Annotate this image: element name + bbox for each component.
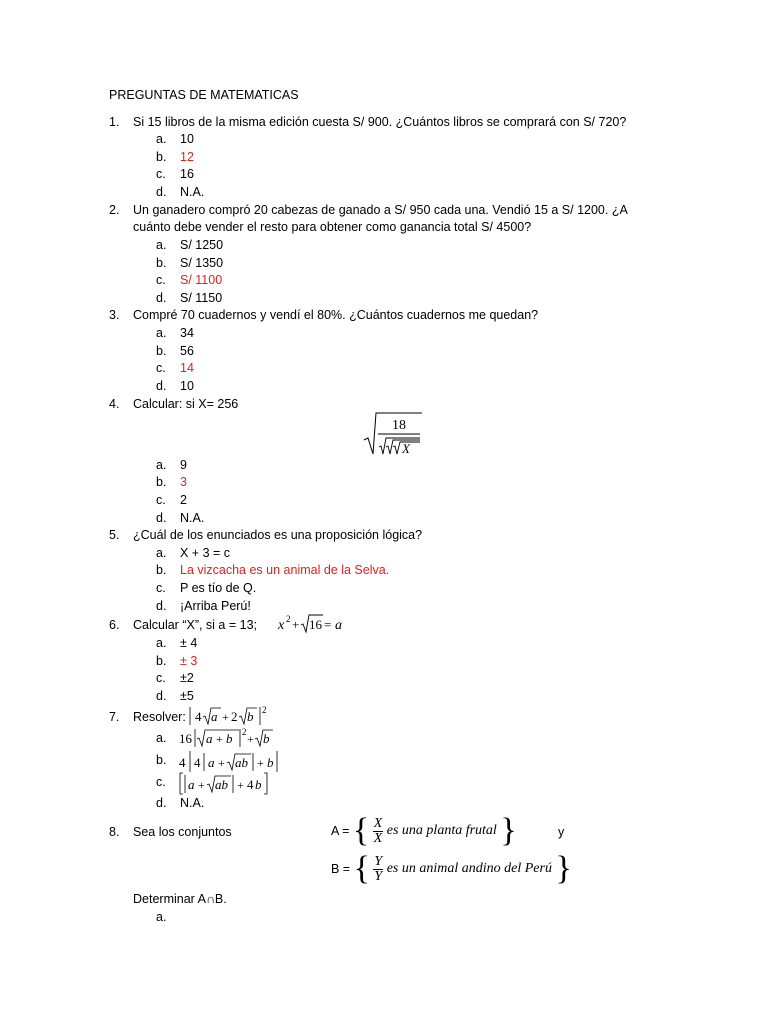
option-text: ± 4 (180, 636, 198, 650)
left-brace: { (353, 850, 370, 887)
svg-text:=: = (324, 617, 332, 632)
option-letter: d. (156, 599, 167, 613)
left-brace: { (352, 812, 370, 849)
option-text: N.A. (180, 185, 205, 199)
svg-text:ab: ab (235, 755, 248, 770)
svg-text:16: 16 (309, 617, 322, 632)
option-text-correct: S/ 1100 (180, 273, 223, 287)
formula-numerator: 18 (392, 418, 406, 433)
question-7-number: 7. (109, 710, 120, 724)
svg-text:2: 2 (286, 614, 291, 624)
svg-text:+: + (247, 732, 254, 746)
equation-formula (276, 611, 352, 635)
question-7-text: Resolver: (133, 710, 186, 724)
svg-text:b: b (267, 755, 274, 770)
question-2-text-line1: Un ganadero compró 20 cabezas de ganado a S/ 950 cada una. Vendió 15 a S/ 1200. ¿A (133, 203, 628, 217)
option-text-correct: 3 (180, 475, 187, 489)
option-text: ±5 (180, 689, 194, 703)
formula-denominator: X (402, 441, 410, 456)
option-letter: c. (156, 167, 166, 181)
option-letter: d. (156, 796, 167, 810)
svg-text:a: a (211, 709, 218, 724)
nested-root-formula (362, 410, 424, 456)
svg-text:b: b (263, 731, 270, 746)
option-letter: a. (156, 238, 167, 252)
option-text: 34 (180, 326, 194, 340)
svg-text:+: + (292, 617, 300, 632)
option-text: N.A. (180, 511, 205, 525)
svg-text:4: 4 (179, 755, 186, 770)
question-5-text: ¿Cuál de los enunciados es una proposición lógica? (133, 528, 423, 542)
svg-text:a: a (188, 777, 195, 792)
option-letter: a. (156, 458, 167, 472)
option-letter: b. (156, 563, 167, 577)
option-text-correct: 14 (180, 361, 194, 375)
option-text: 10 (180, 379, 194, 393)
option-text: N.A. (180, 796, 205, 810)
option-letter: b. (156, 256, 167, 270)
option-letter: d. (156, 511, 167, 525)
option-text: S/ 1250 (180, 238, 224, 252)
question-5-number: 5. (109, 528, 120, 542)
option-letter: b. (156, 344, 167, 358)
option-letter: c. (156, 493, 166, 507)
option-letter: b. (156, 753, 167, 767)
option-text: 56 (180, 344, 194, 358)
question-8-text: Sea los conjuntos (133, 825, 232, 839)
set-b-definition (331, 852, 572, 886)
option-a-formula (178, 725, 276, 749)
option-text: S/ 1150 (180, 291, 223, 305)
set-a-fraction: $\frac{X}{X}$ (373, 815, 383, 846)
option-letter: a. (156, 546, 167, 560)
svg-text:2: 2 (231, 709, 238, 724)
question-4-text: Calcular: si X= 256 (133, 397, 239, 411)
question-6-text: Calcular “X”, si a = 13; (133, 618, 258, 632)
option-letter: c. (156, 671, 166, 685)
option-text: 16 (180, 167, 194, 181)
option-letter: d. (156, 379, 167, 393)
option-letter: c. (156, 775, 166, 789)
set-a-description: es una planta frutal (386, 823, 497, 838)
svg-text:+: + (216, 732, 223, 746)
svg-text:x: x (278, 618, 285, 633)
option-letter: a. (156, 910, 167, 924)
right-brace: } (555, 850, 572, 887)
svg-text:a: a (208, 755, 215, 770)
option-text: 10 (180, 132, 194, 146)
question-8-number: 8. (109, 825, 120, 839)
option-text: X + 3 = c (180, 546, 231, 560)
option-text: 2 (180, 493, 187, 507)
svg-text:4: 4 (194, 755, 201, 770)
option-text: P es tío de Q. (180, 581, 257, 595)
question-2-number: 2. (109, 203, 120, 217)
set-b-label: B = (331, 862, 351, 876)
option-text: 9 (180, 458, 187, 472)
option-letter: a. (156, 326, 167, 340)
svg-text:a: a (335, 618, 342, 633)
question-3-text: Compré 70 cuadernos y vendí el 80%. ¿Cuántos cuadernos me quedan? (133, 308, 539, 322)
svg-text:b: b (226, 731, 233, 746)
option-text-correct: 12 (180, 150, 194, 164)
svg-text:4: 4 (195, 709, 202, 724)
svg-text:2: 2 (242, 727, 247, 737)
svg-text:b: b (247, 709, 254, 724)
question-1-number: 1. (109, 115, 120, 129)
expression-formula (188, 703, 278, 727)
option-letter: b. (156, 654, 167, 668)
option-letter: d. (156, 291, 167, 305)
svg-text:16: 16 (179, 731, 192, 746)
determine-intersection: Determinar A∩B. (133, 892, 227, 906)
option-letter: a. (156, 132, 167, 146)
right-brace: } (500, 812, 517, 849)
option-text-correct: ± 3 (180, 654, 198, 668)
option-letter: c. (156, 273, 166, 287)
question-3-number: 3. (109, 308, 120, 322)
question-2-text-line2: cuánto debe vender el resto para obtener como ganancia total S/ 4500? (133, 220, 532, 234)
option-letter: d. (156, 185, 167, 199)
set-b-description: es un animal andino del Perú (386, 861, 552, 876)
svg-text:+: + (198, 778, 205, 792)
option-letter: b. (156, 475, 167, 489)
question-4-number: 4. (109, 397, 120, 411)
option-c-formula (178, 770, 272, 796)
svg-text:ab: ab (215, 777, 228, 792)
option-letter: a. (156, 731, 167, 745)
option-letter: a. (156, 636, 167, 650)
option-letter: b. (156, 150, 167, 164)
set-b-fraction: $\frac{Y}{Y}$ (374, 853, 383, 884)
page-title: PREGUNTAS DE MATEMATICAS (109, 88, 299, 102)
set-a-label: A = (331, 824, 350, 838)
svg-text:+: + (218, 756, 225, 770)
set-a-definition (331, 814, 517, 848)
svg-text:4: 4 (247, 777, 254, 792)
svg-text:+: + (222, 710, 229, 724)
option-letter: c. (156, 361, 166, 375)
option-letter: c. (156, 581, 166, 595)
svg-text:b: b (255, 777, 262, 792)
svg-text:+: + (237, 778, 244, 792)
question-1-text: Si 15 libros de la misma edición cuesta S/ 900. ¿Cuántos libros se comprará con S/ 720? (133, 115, 627, 129)
option-text: S/ 1350 (180, 256, 224, 270)
connector-y: y (558, 825, 565, 839)
question-6-number: 6. (109, 618, 120, 632)
option-letter: d. (156, 689, 167, 703)
svg-text:2: 2 (262, 705, 267, 715)
svg-text:a: a (206, 731, 213, 746)
option-text: ¡Arriba Perú! (180, 599, 251, 613)
svg-text:+: + (257, 756, 264, 770)
option-text: ±2 (180, 671, 194, 685)
option-text-correct: La vizcacha es un animal de la Selva. (180, 563, 390, 577)
